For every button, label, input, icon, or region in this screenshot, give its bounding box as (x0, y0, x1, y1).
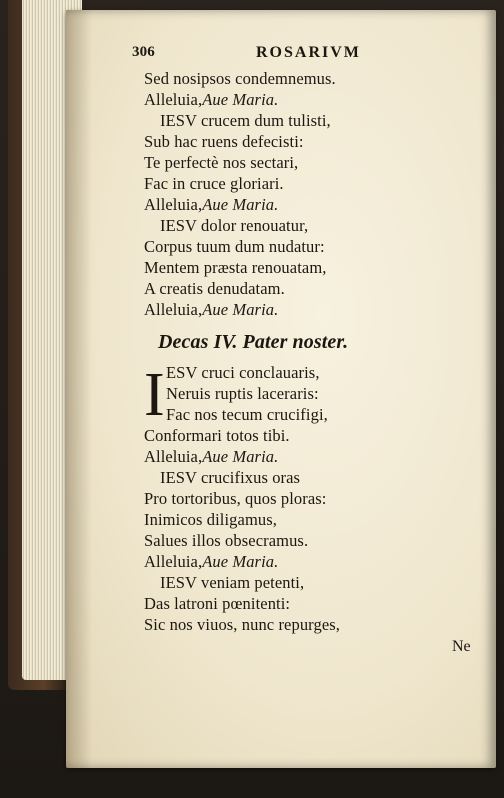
verse-line: Te perfectè nos sectari, (144, 153, 299, 172)
alleluia-text: Alleluia, (144, 300, 203, 319)
verse-line: Neruis ruptis laceraris: (166, 384, 319, 403)
verse-line: IESV veniam petenti, (160, 573, 305, 592)
ave-maria: Aue Maria. (202, 447, 279, 466)
verse-line: ESV cruci conclauaris, (166, 363, 320, 382)
page-text (132, 42, 444, 635)
alleluia-text: Alleluia, (144, 447, 203, 466)
alleluia-line (144, 194, 444, 215)
running-head: ROSARIVM (256, 44, 361, 61)
verse-line: IESV dolor renouatur, (160, 216, 309, 235)
verse-line: Fac nos tecum crucifigi, (166, 405, 328, 424)
page-gutter (66, 10, 92, 768)
verse-line: Inimicos diligamus, (144, 510, 277, 529)
decade-four-block (144, 362, 444, 635)
ave-maria: Aue Maria. (202, 552, 279, 571)
verse-line: Sed nosipsos condemnemus. (144, 69, 336, 88)
drop-cap: I (144, 361, 165, 429)
alleluia-text: Alleluia, (144, 552, 203, 571)
decade-heading: Decas IV. Pater noster. (158, 331, 349, 353)
verse-line: Sub hac ruens defecisti: (144, 132, 304, 151)
verse-line: Corpus tuum dum nudatur: (144, 237, 325, 256)
ave-maria: Aue Maria. (202, 90, 279, 109)
verse-line: IESV crucem dum tulisti, (160, 111, 331, 130)
ave-maria: Aue Maria. (202, 195, 279, 214)
catchword: Ne (452, 638, 471, 655)
alleluia-line (144, 551, 444, 572)
verse-line: Pro tortoribus, quos ploras: (144, 489, 327, 508)
page-number: 306 (132, 44, 155, 60)
verse-line: A creatis denudatam. (144, 279, 285, 298)
ave-maria: Aue Maria. (202, 300, 279, 319)
verse-line: Conformari totos tibi. (144, 426, 290, 445)
page-header (132, 42, 444, 68)
verse-line: Sic nos viuos, nunc repurges, (144, 615, 340, 634)
verse-line: Mentem præsta renouatam, (144, 258, 327, 277)
verse-line: IESV crucifixus oras (160, 468, 301, 487)
alleluia-text: Alleluia, (144, 90, 203, 109)
verse-line: Salues illos obsecramus. (144, 531, 309, 550)
alleluia-line (144, 89, 444, 110)
verse-line: Das latroni pœnitenti: (144, 594, 291, 613)
alleluia-line (144, 299, 444, 320)
verse-line: Fac in cruce gloriari. (144, 174, 284, 193)
alleluia-line (144, 446, 444, 467)
alleluia-text: Alleluia, (144, 195, 203, 214)
